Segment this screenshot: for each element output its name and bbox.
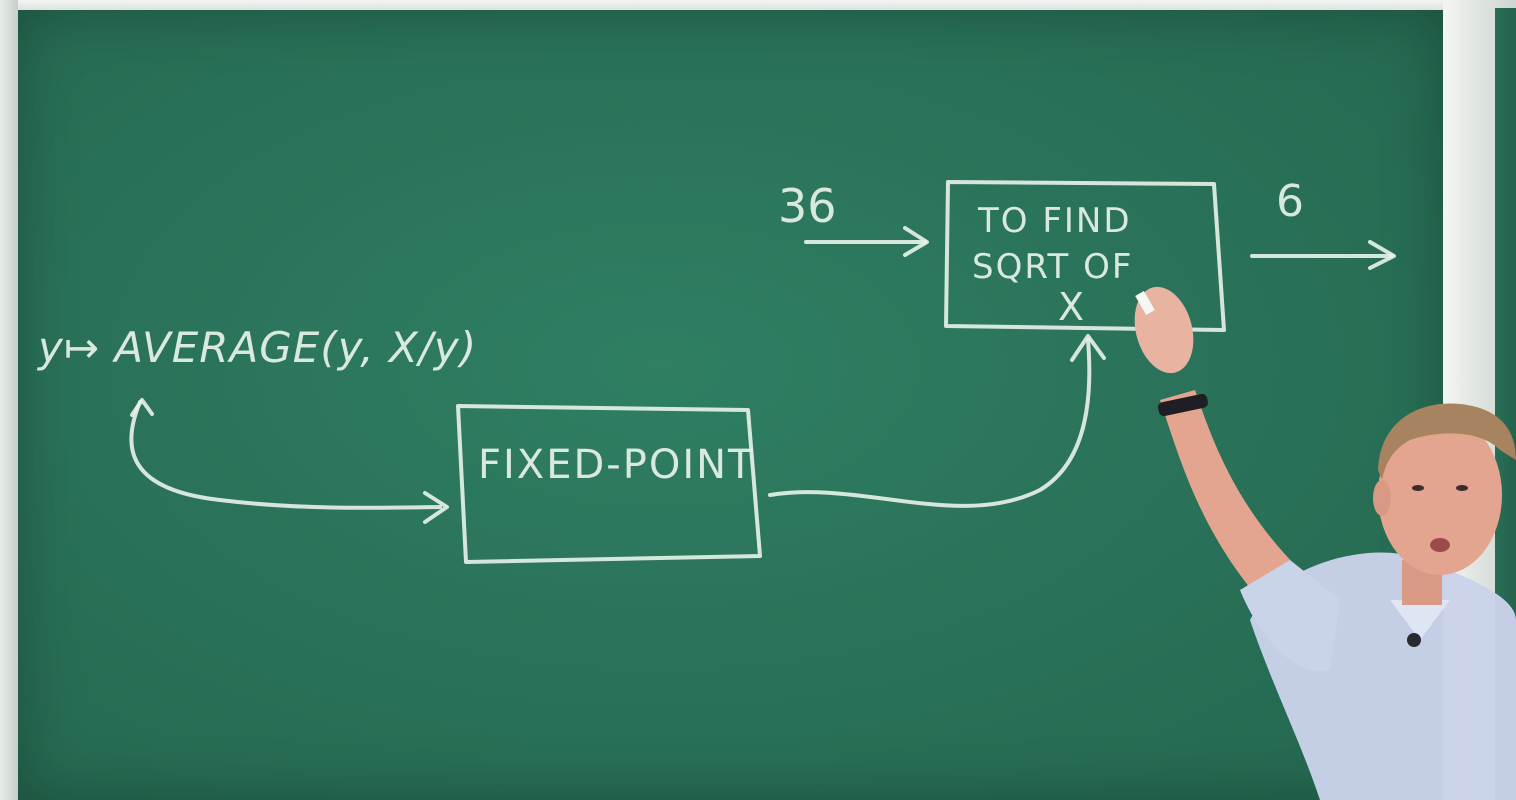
lecturer-ear	[1373, 480, 1391, 516]
output-value: 6	[1276, 176, 1304, 227]
microphone-icon	[1407, 633, 1421, 647]
sqrt-box-line3: X	[1058, 285, 1085, 329]
arrow-average-to-fixedpoint	[131, 402, 440, 508]
sqrt-box-line1: TO FIND	[978, 201, 1132, 241]
input-value: 36	[778, 179, 837, 233]
arrow-fixedpoint-to-sqrt	[770, 340, 1089, 506]
lecturer	[1126, 280, 1516, 800]
lecturer-eye-left	[1412, 485, 1424, 491]
lecturer-mouth	[1430, 538, 1450, 552]
sqrt-box-line2: SQRT OF	[972, 247, 1134, 287]
lecturer-eye-right	[1456, 485, 1468, 491]
fixed-point-label: FIXED-POINT	[478, 442, 755, 488]
arrowhead-up-to-average	[132, 400, 152, 415]
average-expression: y↦ AVERAGE(y, X/y)	[38, 323, 478, 372]
